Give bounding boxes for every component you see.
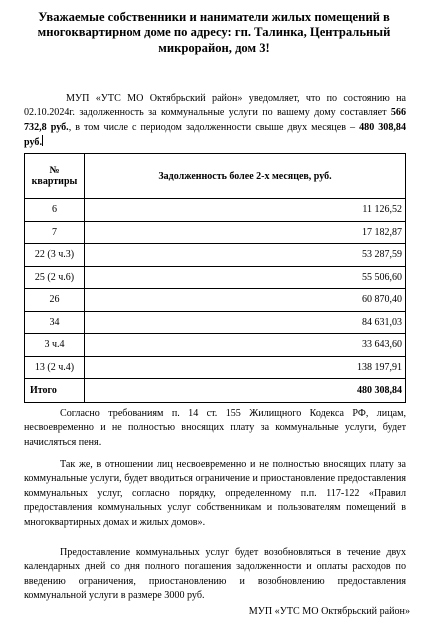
column-header-debt: Задолженность более 2-х месяцев, руб. [85, 154, 406, 199]
debt-amount: 17 182,87 [85, 221, 406, 244]
apartment-number: 13 (2 ч.4) [25, 356, 85, 379]
debt-amount: 53 287,59 [85, 244, 406, 267]
debt-table [24, 153, 406, 403]
debt-amount: 60 870,40 [85, 289, 406, 312]
apartment-number: 25 (2 ч.6) [25, 266, 85, 289]
table-row [25, 289, 406, 312]
intro-paragraph: МУП «УТС МО Октябрьский район» уведомляет, что по состоянию на 02.10.2024г. задолженность за коммунальные услуги по вашему дому составляет 566 732,8 руб., в том числе с периодом задолженности свыше двух месяцев – 480 308,84 руб. [24, 93, 407, 149]
apartment-number: 7 [25, 221, 85, 244]
apartment-number: 3 ч.4 [25, 334, 85, 357]
table-row [25, 266, 406, 289]
total-label: Итого [25, 379, 85, 403]
total-debt-amount: 566 732,8 руб. [24, 107, 406, 133]
restoration-paragraph: Предоставление коммунальных услуг будет возобновляться в течение двух календарных дней со дня полного погашения задолженности и оплаты расходов по введению ограничения, приостановлению и возобновлению предоставления коммунальной услуги в размере 3000 руб. [24, 547, 406, 602]
overdue-debt-amount: 480 308,84 руб. [24, 121, 407, 149]
debt-amount: 33 643,60 [85, 334, 406, 357]
table-row [25, 311, 406, 334]
table-row [25, 356, 406, 379]
debt-amount: 138 197,91 [85, 356, 406, 379]
total-value: 480 308,84 [85, 379, 406, 403]
debt-amount: 84 631,03 [85, 311, 406, 334]
column-header-apartment: № квартиры [25, 154, 85, 199]
apartment-number: 22 (3 ч.3) [25, 244, 85, 267]
debt-amount: 55 506,60 [85, 266, 406, 289]
debt-amount: 11 126,52 [85, 199, 406, 222]
signature: МУП «УТС МО Октябрьский район» [248, 606, 410, 617]
total-row [25, 379, 406, 403]
table-row [25, 199, 406, 222]
apartment-number: 6 [25, 199, 85, 222]
penalty-paragraph: Согласно требованиям п. 14 ст. 155 Жилищного Кодекса РФ, лицам, несвоевременно и не полностью вносящих плату за коммунальные услуги, будет начисляться пеня. [24, 408, 406, 448]
table-row [25, 334, 406, 357]
table-row [25, 244, 406, 267]
apartment-number: 26 [25, 289, 85, 312]
restriction-paragraph: Так же, в отношении лиц несвоевременно и не полностью вносящих плату за коммунальные услуги, будет вводиться ограничение и приостановление предоставления коммунальных услуг, согласно порядку, определенному п.п. 117-122 «Правил предоставления коммунальных услуг собственникам и пользователям помещений в многоквартирных домах и жилых домов». [24, 459, 406, 528]
table-row [25, 221, 406, 244]
text-cursor [42, 135, 43, 146]
page-title: Уважаемые собственники и наниматели жилых помещений в многоквартирном доме по адресу: гп. Талинка, Центральный микрорайон, дом 3! [37, 10, 391, 55]
apartment-number: 34 [25, 311, 85, 334]
